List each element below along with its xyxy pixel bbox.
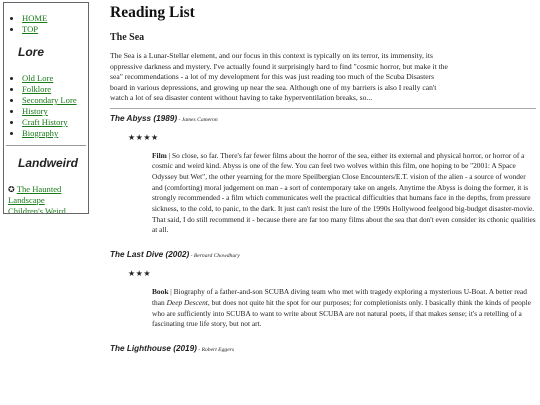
home-link[interactable]: HOME	[22, 13, 48, 23]
entry-separator: -	[196, 346, 202, 353]
entry-author: Bernard Chowdhury	[193, 253, 240, 260]
entry-header	[110, 344, 536, 353]
folklore-link[interactable]: Folklore	[22, 84, 52, 94]
sidebar-item-secondary-lore	[22, 95, 88, 106]
star-rating: ★★★★	[128, 132, 159, 142]
landweird-links	[4, 184, 88, 214]
sidebar-item-craft-history	[22, 117, 88, 128]
section-title: The Sea	[110, 32, 145, 43]
entry-the-lighthouse	[110, 344, 536, 353]
lore-heading: Lore	[18, 45, 45, 59]
top-link[interactable]: TOP	[22, 24, 39, 34]
entry-header	[110, 250, 536, 259]
main-content	[110, 0, 536, 353]
review-text: | So close, so far. There's far fewer films about the horror of the sea, either its external and physical horror, or horror of a cosmic and weird kind. Abyss is one of the few. You can feel two wolves within this film, one hoping to be "2001: A Space Odyssey but Wet", the other yearning for the more Speilbergian Close Encounters/E.T. vision of the alien - a source of wonder and (comforting) moral judgement on man - a sort of contemporary take on angels. Anytime the Abyss is doing the former, it is strongly recommended - a film which communicates well the practical difficulties that humans face in the depths, from pressure sickness, to the cold, to panic, to the dark. It just can't resist the lure of the 1990s Hollywood feelgood big-budget disaster-movie. That said, I do still recommend it - because there are far too many films about the sea that don't even consider its cthonic qualities at all.	[152, 150, 536, 235]
entry-separator: -	[189, 253, 194, 260]
entry-the-last-dive	[110, 250, 536, 330]
sidebar-item-childrens-weird	[8, 206, 88, 214]
review-medium: Book	[152, 287, 169, 297]
sidebar-item-folklore	[22, 84, 88, 95]
entry-title: The Lighthouse (2019)	[110, 343, 197, 353]
sidebar-item-top	[22, 24, 88, 35]
old-lore-link[interactable]: Old Lore	[22, 73, 54, 83]
review-text: | Biography of a father-and-son SCUBA diving team who met with tragedy exploring a mysterious U-Boat. A better read than	[152, 287, 527, 307]
entry-author: James Cameron	[181, 116, 218, 123]
entry-header	[110, 114, 536, 123]
lore-links	[4, 73, 88, 139]
entry-review	[152, 287, 537, 330]
sidebar-top-links	[4, 13, 88, 35]
review-medium: Film	[152, 150, 167, 160]
intro-paragraph: The Sea is a Lunar-Stellar element, and our focus in this context is typically on its terror, its immensity, its oppressive darkness and mystery. I've actually found it surprisingly hard to find "cosmic horror, but make it the sea" recommendations - a lot of my development for this was just reading too much of the Scuba Disasters board in various depressions, and growing up near the sea. Although one of my barriers is also I really can't watch a lot of sea disaster content without having to take hyperventilation breaks, so...	[110, 51, 448, 102]
sidebar-nav	[3, 2, 89, 214]
history-link[interactable]: History	[22, 106, 48, 116]
biography-link[interactable]: Biography	[22, 128, 59, 138]
sidebar-divider	[6, 145, 86, 146]
review-text-cont: , but does not quite hit the spot for our purposes; for completionists only. I basically think the kinds of people who are sufficiently into SCUBA to want to write about SCUBA are not natural poets, if that makes sense; it's a retelling of a fascinating true life story, but not art.	[152, 297, 531, 329]
haunted-landscape-link[interactable]: The Haunted Landscape	[8, 184, 62, 205]
entry-title: The Abyss (1989)	[110, 113, 178, 123]
entry-the-abyss	[110, 114, 536, 237]
sidebar-item-haunted-landscape	[8, 184, 88, 206]
childrens-weird-link[interactable]: Children's Weird	[8, 206, 66, 214]
page-title: Reading List	[110, 4, 195, 21]
craft-history-link[interactable]: Craft History	[22, 117, 68, 127]
section-divider	[110, 108, 536, 109]
landweird-heading: Landweird	[18, 156, 79, 170]
entry-title: The Last Dive (2002)	[110, 250, 190, 260]
entry-separator: -	[177, 116, 182, 123]
sidebar-item-history	[22, 106, 88, 117]
entry-author: Robert Eggers	[201, 346, 235, 353]
secondary-lore-link[interactable]: Secondary Lore	[22, 95, 77, 105]
star-rating: ★★★	[128, 269, 152, 279]
review-emphasis: Deep Descent	[166, 297, 208, 307]
sidebar-item-home	[22, 13, 88, 24]
sidebar-item-biography	[22, 128, 88, 139]
entry-review	[152, 151, 537, 237]
gear-icon: ✪	[8, 185, 15, 194]
sidebar-item-old-lore	[22, 73, 88, 84]
